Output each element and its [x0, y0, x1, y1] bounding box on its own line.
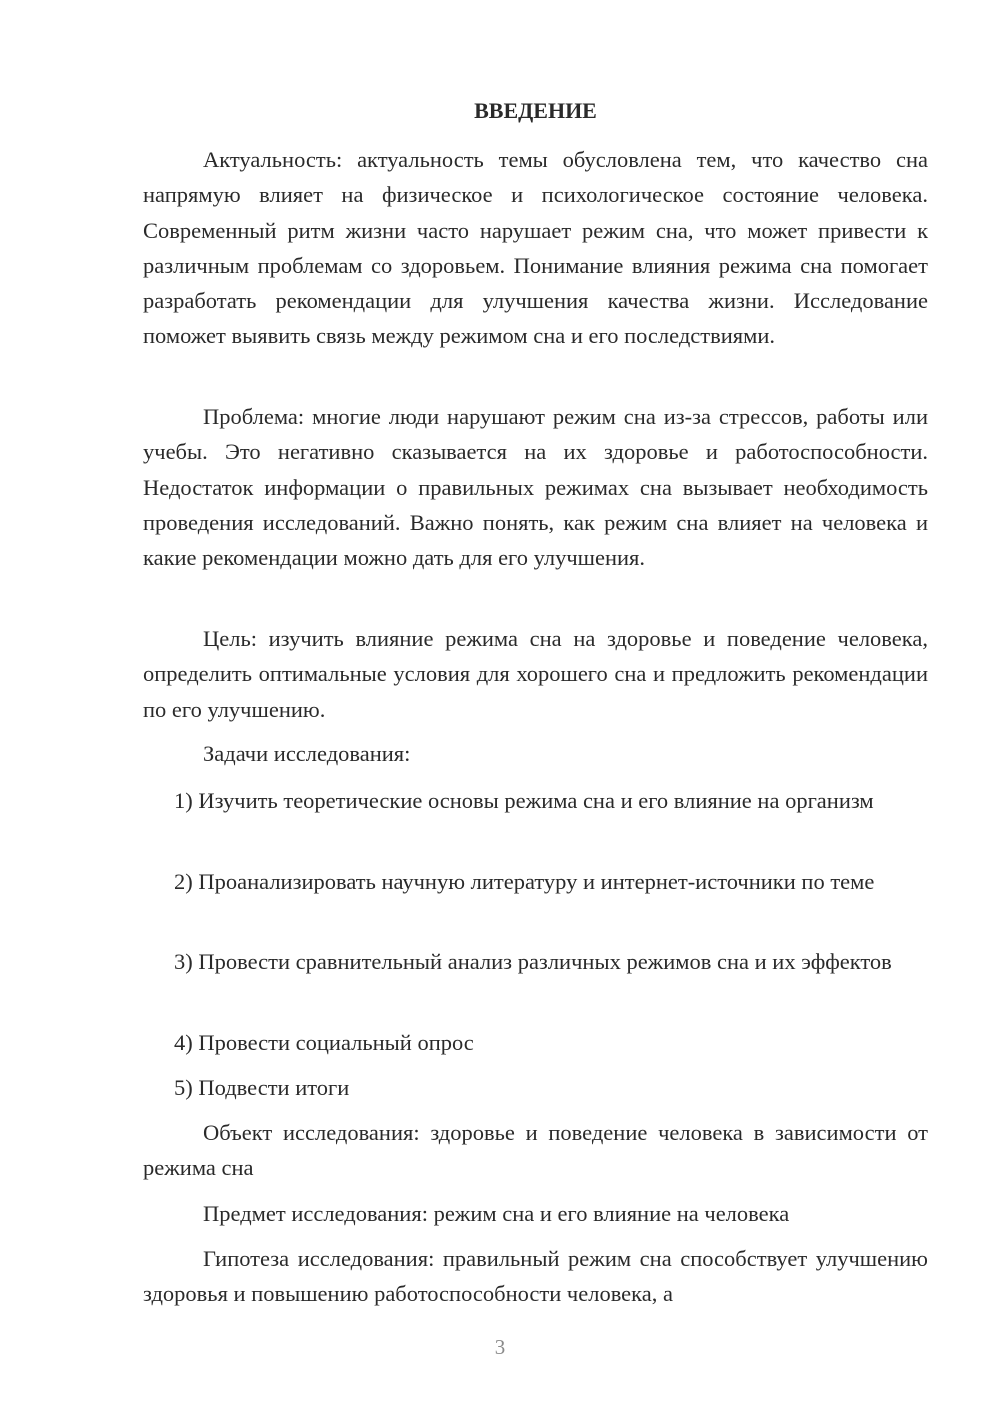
paragraph-problem: Проблема: многие люди нарушают режим сна из-за стрессов, работы или учебы. Это негативно сказывается на их здоровье и работоспособности. Недостаток информации о правильных режимах сна вызывает необходимость проведения исследований. Важно понять, как режим сна влияет на человека и какие рекомендации можно дать для его улучшения.: [143, 404, 928, 571]
task-item-4: 4) Провести социальный опрос: [174, 1030, 474, 1055]
task-item-3: 3) Провести сравнительный анализ различных режимов сна и их эффектов: [174, 949, 892, 974]
task-item-2: 2) Проанализировать научную литературу и интернет-источники по теме: [174, 869, 875, 894]
paragraph-goal: Цель: изучить влияние режима сна на здоровье и поведение человека, определить оптимальные условия для хорошего сна и предложить рекомендации по его улучшению.: [143, 626, 928, 722]
page-title: ВВЕДЕНИЕ: [474, 98, 597, 123]
paragraph-subject: Предмет исследования: режим сна и его влияние на человека: [203, 1201, 790, 1226]
page-number: 3: [494, 1335, 506, 1359]
paragraph-relevance: Актуальность: актуальность темы обусловлена тем, что качество сна напрямую влияет на физическое и психологическое состояние человека. Современный ритм жизни часто нарушает режим сна, что может привести к различным проблемам со здоровьем. Понимание влияния режима сна помогает разработать рекомендации для улучшения качества жизни. Исследование поможет выявить связь между режимом сна и его последствиями.: [143, 147, 928, 349]
paragraph-object: Объект исследования: здоровье и поведение человека в зависимости от режима сна: [143, 1120, 928, 1181]
task-item-1: 1) Изучить теоретические основы режима сна и его влияние на организм: [174, 788, 874, 813]
task-item-5: 5) Подвести итоги: [174, 1075, 350, 1100]
paragraph-hypothesis: Гипотеза исследования: правильный режим сна способствует улучшению здоровья и повышению работоспособности человека, а: [143, 1246, 928, 1307]
tasks-heading: Задачи исследования:: [203, 741, 411, 766]
